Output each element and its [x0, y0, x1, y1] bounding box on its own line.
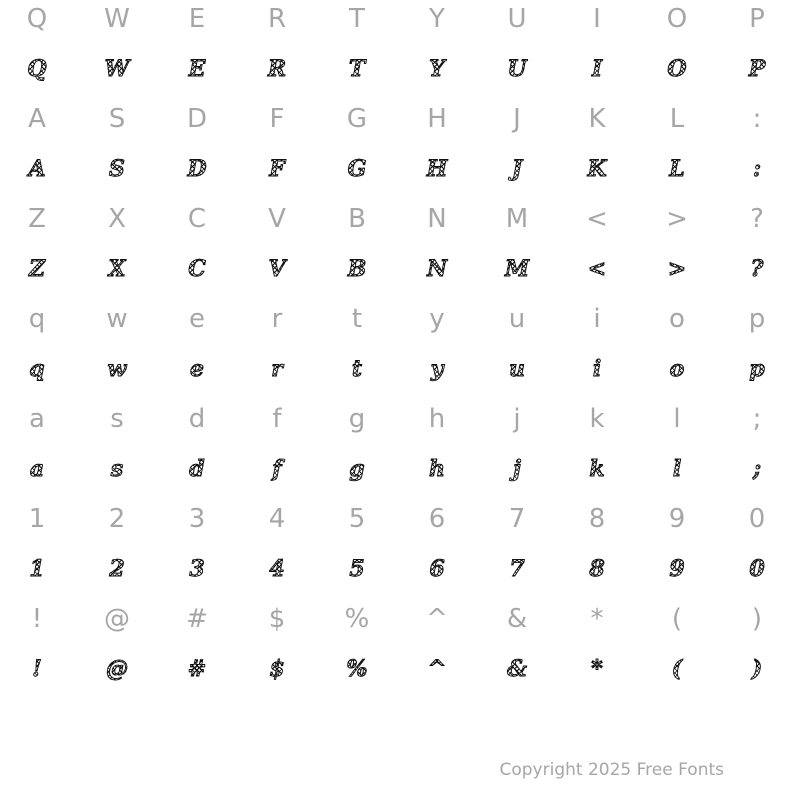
- sample-glyph-cell: [80, 244, 160, 294]
- sample-glyph: 6: [429, 556, 445, 582]
- sample-glyph: ): [751, 656, 763, 682]
- reference-glyph: q: [28, 304, 46, 334]
- sample-glyph: d: [189, 456, 205, 482]
- sample-glyph: C: [188, 256, 206, 282]
- reference-glyph: 1: [28, 504, 46, 534]
- sample-glyph-cell: [640, 444, 720, 494]
- reference-glyph-cell: [400, 294, 480, 344]
- sample-glyph: R: [267, 56, 287, 82]
- reference-glyph: %: [344, 604, 370, 634]
- reference-glyph: R: [267, 4, 287, 34]
- sample-glyph-cell: [480, 44, 560, 94]
- reference-glyph-cell: [0, 294, 80, 344]
- sample-glyph-cell: [480, 544, 560, 594]
- reference-glyph-cell: [400, 194, 480, 244]
- sample-glyph-cell: [160, 444, 240, 494]
- reference-glyph-cell: [80, 0, 160, 44]
- reference-glyph-cell: [160, 494, 240, 544]
- reference-glyph-cell: [240, 394, 320, 444]
- reference-glyph-cell: [560, 394, 640, 444]
- sample-glyph: q: [29, 356, 45, 382]
- reference-glyph: C: [187, 204, 207, 234]
- reference-glyph: B: [348, 204, 366, 234]
- sample-glyph-cell: [640, 44, 720, 94]
- sample-glyph-cell: [640, 644, 720, 694]
- reference-glyph: X: [108, 204, 126, 234]
- reference-glyph: J: [513, 104, 521, 134]
- sample-glyph: *: [591, 656, 603, 682]
- sample-glyph-cell: [320, 644, 400, 694]
- sample-glyph: A: [28, 156, 46, 182]
- sample-glyph: <: [587, 256, 607, 282]
- reference-glyph-cell: [240, 94, 320, 144]
- sample-glyph: V: [268, 256, 286, 282]
- copyright-footer: Copyright 2025 Free Fonts: [499, 760, 724, 780]
- sample-glyph-cell: [400, 244, 480, 294]
- reference-glyph-cell: [320, 294, 400, 344]
- reference-glyph-cell: [240, 594, 320, 644]
- reference-glyph: h: [428, 404, 446, 434]
- sample-glyph: ;: [752, 456, 762, 482]
- reference-glyph: *: [590, 604, 604, 634]
- reference-glyph-cell: [560, 0, 640, 44]
- sample-glyph: W: [104, 56, 130, 82]
- sample-glyph: r: [271, 356, 283, 382]
- reference-glyph-cell: [720, 94, 800, 144]
- sample-glyph-cell: [240, 244, 320, 294]
- reference-glyph: e: [189, 304, 205, 334]
- reference-glyph-cell: [0, 394, 80, 444]
- sample-glyph: I: [591, 56, 603, 82]
- sample-glyph: Q: [27, 56, 47, 82]
- reference-glyph: y: [429, 304, 445, 334]
- reference-glyph-cell: [240, 494, 320, 544]
- sample-glyph: @: [106, 656, 128, 682]
- reference-glyph: Y: [429, 4, 445, 34]
- reference-glyph-cell: [640, 194, 720, 244]
- reference-glyph-cell: [400, 394, 480, 444]
- sample-glyph: D: [187, 156, 207, 182]
- sample-glyph: a: [29, 456, 45, 482]
- reference-glyph: u: [508, 304, 526, 334]
- sample-glyph-cell: [400, 344, 480, 394]
- reference-glyph: f: [272, 404, 282, 434]
- sample-glyph-cell: [720, 244, 800, 294]
- sample-glyph-cell: [320, 244, 400, 294]
- sample-glyph-cell: [320, 144, 400, 194]
- reference-glyph-cell: [560, 294, 640, 344]
- reference-glyph: ^: [426, 604, 448, 634]
- reference-glyph-cell: [320, 194, 400, 244]
- reference-glyph-cell: [400, 594, 480, 644]
- reference-glyph: 5: [348, 504, 366, 534]
- reference-glyph: >: [666, 204, 688, 234]
- sample-glyph: g: [349, 456, 365, 482]
- reference-glyph: ?: [750, 204, 764, 234]
- sample-glyph: h: [429, 456, 445, 482]
- sample-glyph: J: [511, 156, 523, 182]
- sample-glyph-cell: [80, 644, 160, 694]
- sample-glyph: F: [269, 156, 285, 182]
- reference-glyph: r: [271, 304, 283, 334]
- sample-glyph-cell: [160, 644, 240, 694]
- sample-glyph-cell: [80, 544, 160, 594]
- sample-glyph-cell: [480, 244, 560, 294]
- reference-glyph: M: [505, 204, 529, 234]
- sample-glyph: 5: [349, 556, 365, 582]
- reference-glyph: 6: [428, 504, 446, 534]
- sample-glyph: 7: [509, 556, 525, 582]
- reference-glyph: K: [588, 104, 606, 134]
- reference-glyph-cell: [480, 0, 560, 44]
- reference-glyph-cell: [320, 394, 400, 444]
- sample-glyph: S: [109, 156, 125, 182]
- reference-glyph-cell: [240, 294, 320, 344]
- reference-glyph-cell: [560, 94, 640, 144]
- sample-glyph: >: [667, 256, 687, 282]
- reference-glyph-cell: [480, 94, 560, 144]
- reference-glyph: s: [110, 404, 124, 434]
- reference-glyph-cell: [480, 394, 560, 444]
- sample-glyph: :: [752, 156, 762, 182]
- reference-glyph: (: [671, 604, 683, 634]
- sample-glyph: Z: [28, 256, 46, 282]
- sample-glyph: 0: [749, 556, 765, 582]
- sample-glyph-cell: [0, 244, 80, 294]
- reference-glyph-cell: [0, 494, 80, 544]
- sample-glyph-cell: [400, 444, 480, 494]
- reference-glyph-cell: [160, 94, 240, 144]
- reference-glyph: E: [188, 4, 206, 34]
- reference-glyph: $: [268, 604, 286, 634]
- reference-glyph-cell: [80, 94, 160, 144]
- sample-glyph-cell: [400, 544, 480, 594]
- sample-glyph-cell: [560, 144, 640, 194]
- reference-glyph: 8: [588, 504, 606, 534]
- sample-glyph: f: [272, 456, 282, 482]
- sample-glyph: P: [748, 56, 766, 82]
- reference-glyph: 2: [108, 504, 126, 534]
- reference-glyph-cell: [160, 0, 240, 44]
- sample-glyph: 8: [589, 556, 605, 582]
- reference-glyph: Z: [28, 204, 46, 234]
- reference-glyph: 7: [508, 504, 526, 534]
- reference-glyph: k: [589, 404, 605, 434]
- reference-glyph-cell: [240, 194, 320, 244]
- sample-glyph-cell: [160, 144, 240, 194]
- sample-glyph-cell: [720, 144, 800, 194]
- sample-glyph-cell: [0, 444, 80, 494]
- sample-glyph: 1: [29, 556, 45, 582]
- sample-glyph: X: [108, 256, 126, 282]
- sample-glyph: G: [347, 156, 367, 182]
- reference-glyph: D: [186, 104, 208, 134]
- reference-glyph-cell: [320, 494, 400, 544]
- sample-glyph-cell: [560, 444, 640, 494]
- sample-glyph-cell: [560, 644, 640, 694]
- reference-glyph-cell: [640, 494, 720, 544]
- reference-glyph-cell: [720, 594, 800, 644]
- reference-glyph: A: [28, 104, 46, 134]
- reference-glyph-cell: [560, 494, 640, 544]
- reference-glyph-cell: [320, 594, 400, 644]
- sample-glyph-cell: [80, 444, 160, 494]
- reference-glyph: Q: [26, 4, 48, 34]
- reference-glyph-cell: [80, 394, 160, 444]
- sample-glyph: u: [509, 356, 525, 382]
- sample-glyph: &: [507, 656, 527, 682]
- reference-glyph: t: [351, 304, 363, 334]
- reference-glyph: !: [31, 604, 43, 634]
- reference-glyph-cell: [160, 194, 240, 244]
- sample-glyph-cell: [560, 44, 640, 94]
- reference-glyph: d: [188, 404, 206, 434]
- sample-glyph: ^: [427, 656, 447, 682]
- reference-glyph-cell: [80, 494, 160, 544]
- sample-glyph: 9: [669, 556, 685, 582]
- sample-glyph-cell: [0, 44, 80, 94]
- sample-glyph-cell: [80, 44, 160, 94]
- reference-glyph: S: [108, 104, 126, 134]
- sample-glyph-cell: [160, 44, 240, 94]
- sample-glyph-cell: [480, 444, 560, 494]
- reference-glyph-cell: [0, 194, 80, 244]
- sample-glyph: $: [269, 656, 285, 682]
- sample-glyph: K: [587, 156, 607, 182]
- sample-glyph-cell: [640, 244, 720, 294]
- reference-glyph: 3: [188, 504, 206, 534]
- reference-glyph: #: [186, 604, 208, 634]
- reference-glyph: 0: [748, 504, 766, 534]
- reference-glyph: @: [104, 604, 130, 634]
- sample-glyph-cell: [480, 344, 560, 394]
- sample-glyph: y: [430, 356, 444, 382]
- sample-glyph-cell: [560, 344, 640, 394]
- reference-glyph: i: [593, 304, 601, 334]
- reference-glyph: G: [346, 104, 368, 134]
- reference-glyph-cell: [480, 494, 560, 544]
- reference-glyph: l: [673, 404, 681, 434]
- reference-glyph-cell: [480, 194, 560, 244]
- sample-glyph-cell: [320, 44, 400, 94]
- sample-glyph: t: [351, 356, 363, 382]
- sample-glyph: 3: [189, 556, 205, 582]
- reference-glyph: a: [29, 404, 45, 434]
- sample-glyph: !: [32, 656, 42, 682]
- reference-glyph: L: [669, 104, 685, 134]
- sample-glyph-cell: [320, 344, 400, 394]
- reference-glyph-cell: [80, 594, 160, 644]
- reference-glyph-cell: [160, 394, 240, 444]
- reference-glyph-cell: [480, 294, 560, 344]
- sample-glyph-cell: [480, 144, 560, 194]
- sample-glyph: i: [592, 356, 602, 382]
- reference-glyph-cell: [80, 294, 160, 344]
- sample-glyph: %: [346, 656, 368, 682]
- sample-glyph: 2: [109, 556, 125, 582]
- reference-glyph: w: [106, 304, 128, 334]
- reference-glyph: :: [752, 104, 762, 134]
- reference-glyph: g: [348, 404, 366, 434]
- sample-glyph: (: [671, 656, 683, 682]
- reference-glyph: <: [586, 204, 608, 234]
- sample-glyph-cell: [0, 344, 80, 394]
- sample-glyph-cell: [400, 44, 480, 94]
- sample-glyph: 4: [269, 556, 285, 582]
- sample-glyph-cell: [0, 544, 80, 594]
- sample-glyph: l: [672, 456, 682, 482]
- reference-glyph-cell: [160, 294, 240, 344]
- sample-glyph: L: [669, 156, 685, 182]
- reference-glyph: p: [748, 304, 766, 334]
- sample-glyph: s: [110, 456, 124, 482]
- reference-glyph: &: [506, 604, 528, 634]
- sample-glyph: H: [426, 156, 448, 182]
- reference-glyph-cell: [640, 0, 720, 44]
- reference-glyph-cell: [640, 394, 720, 444]
- reference-glyph-cell: [480, 594, 560, 644]
- reference-glyph-cell: [0, 94, 80, 144]
- reference-glyph-cell: [240, 0, 320, 44]
- sample-glyph: B: [347, 256, 367, 282]
- reference-glyph-cell: [720, 194, 800, 244]
- sample-glyph-cell: [320, 544, 400, 594]
- reference-glyph: H: [427, 104, 447, 134]
- sample-glyph: w: [107, 356, 127, 382]
- sample-glyph: p: [749, 356, 765, 382]
- reference-glyph-cell: [320, 94, 400, 144]
- sample-glyph-cell: [240, 344, 320, 394]
- reference-glyph: T: [349, 4, 365, 34]
- sample-glyph: e: [190, 356, 204, 382]
- sample-glyph: N: [426, 256, 448, 282]
- sample-glyph-cell: [720, 344, 800, 394]
- reference-glyph-cell: [400, 94, 480, 144]
- sample-glyph-cell: [720, 644, 800, 694]
- reference-glyph: o: [669, 304, 685, 334]
- reference-glyph-cell: [400, 494, 480, 544]
- sample-glyph-cell: [80, 344, 160, 394]
- sample-glyph-cell: [720, 544, 800, 594]
- reference-glyph-cell: [0, 0, 80, 44]
- reference-glyph: P: [749, 4, 765, 34]
- reference-glyph-cell: [640, 294, 720, 344]
- reference-glyph: V: [268, 204, 286, 234]
- reference-glyph-cell: [400, 0, 480, 44]
- sample-glyph: k: [589, 456, 605, 482]
- sample-glyph-cell: [160, 244, 240, 294]
- sample-glyph: M: [504, 256, 530, 282]
- reference-glyph-cell: [720, 394, 800, 444]
- sample-glyph: T: [348, 56, 366, 82]
- sample-glyph-cell: [640, 144, 720, 194]
- reference-glyph: j: [513, 404, 521, 434]
- sample-glyph: U: [507, 56, 527, 82]
- sample-glyph-cell: [560, 244, 640, 294]
- reference-glyph-cell: [0, 594, 80, 644]
- reference-glyph: 9: [668, 504, 686, 534]
- sample-glyph: ?: [750, 256, 764, 282]
- sample-glyph-cell: [480, 644, 560, 694]
- sample-glyph: #: [187, 656, 207, 682]
- sample-glyph: o: [669, 356, 685, 382]
- reference-glyph: I: [593, 4, 601, 34]
- sample-glyph-cell: [240, 44, 320, 94]
- sample-glyph-cell: [0, 644, 80, 694]
- reference-glyph-cell: [560, 194, 640, 244]
- reference-glyph: F: [269, 104, 285, 134]
- reference-glyph: O: [666, 4, 688, 34]
- sample-glyph-cell: [160, 544, 240, 594]
- reference-glyph-cell: [160, 594, 240, 644]
- sample-glyph-cell: [240, 444, 320, 494]
- reference-glyph-cell: [720, 294, 800, 344]
- sample-glyph-cell: [640, 344, 720, 394]
- reference-glyph: U: [507, 4, 527, 34]
- reference-glyph: W: [104, 4, 130, 34]
- sample-glyph-cell: [720, 444, 800, 494]
- sample-glyph-cell: [400, 644, 480, 694]
- reference-glyph-cell: [720, 494, 800, 544]
- reference-glyph: N: [427, 204, 447, 234]
- reference-glyph-cell: [560, 594, 640, 644]
- sample-glyph-cell: [80, 144, 160, 194]
- sample-glyph-cell: [640, 544, 720, 594]
- sample-glyph-cell: [720, 44, 800, 94]
- sample-glyph-cell: [240, 544, 320, 594]
- sample-glyph-cell: [400, 144, 480, 194]
- sample-glyph: O: [667, 56, 687, 82]
- sample-glyph: j: [513, 456, 521, 482]
- reference-glyph-cell: [640, 594, 720, 644]
- sample-glyph: E: [188, 56, 206, 82]
- reference-glyph-cell: [320, 0, 400, 44]
- reference-glyph-cell: [80, 194, 160, 244]
- sample-glyph-cell: [0, 144, 80, 194]
- reference-glyph-cell: [640, 94, 720, 144]
- sample-glyph-cell: [240, 144, 320, 194]
- reference-glyph: ): [751, 604, 763, 634]
- sample-glyph-cell: [560, 544, 640, 594]
- reference-glyph: 4: [268, 504, 286, 534]
- sample-glyph-cell: [320, 444, 400, 494]
- sample-glyph-cell: [160, 344, 240, 394]
- reference-glyph-cell: [720, 0, 800, 44]
- sample-glyph-cell: [240, 644, 320, 694]
- reference-glyph: ;: [752, 404, 762, 434]
- sample-glyph: Y: [429, 56, 445, 82]
